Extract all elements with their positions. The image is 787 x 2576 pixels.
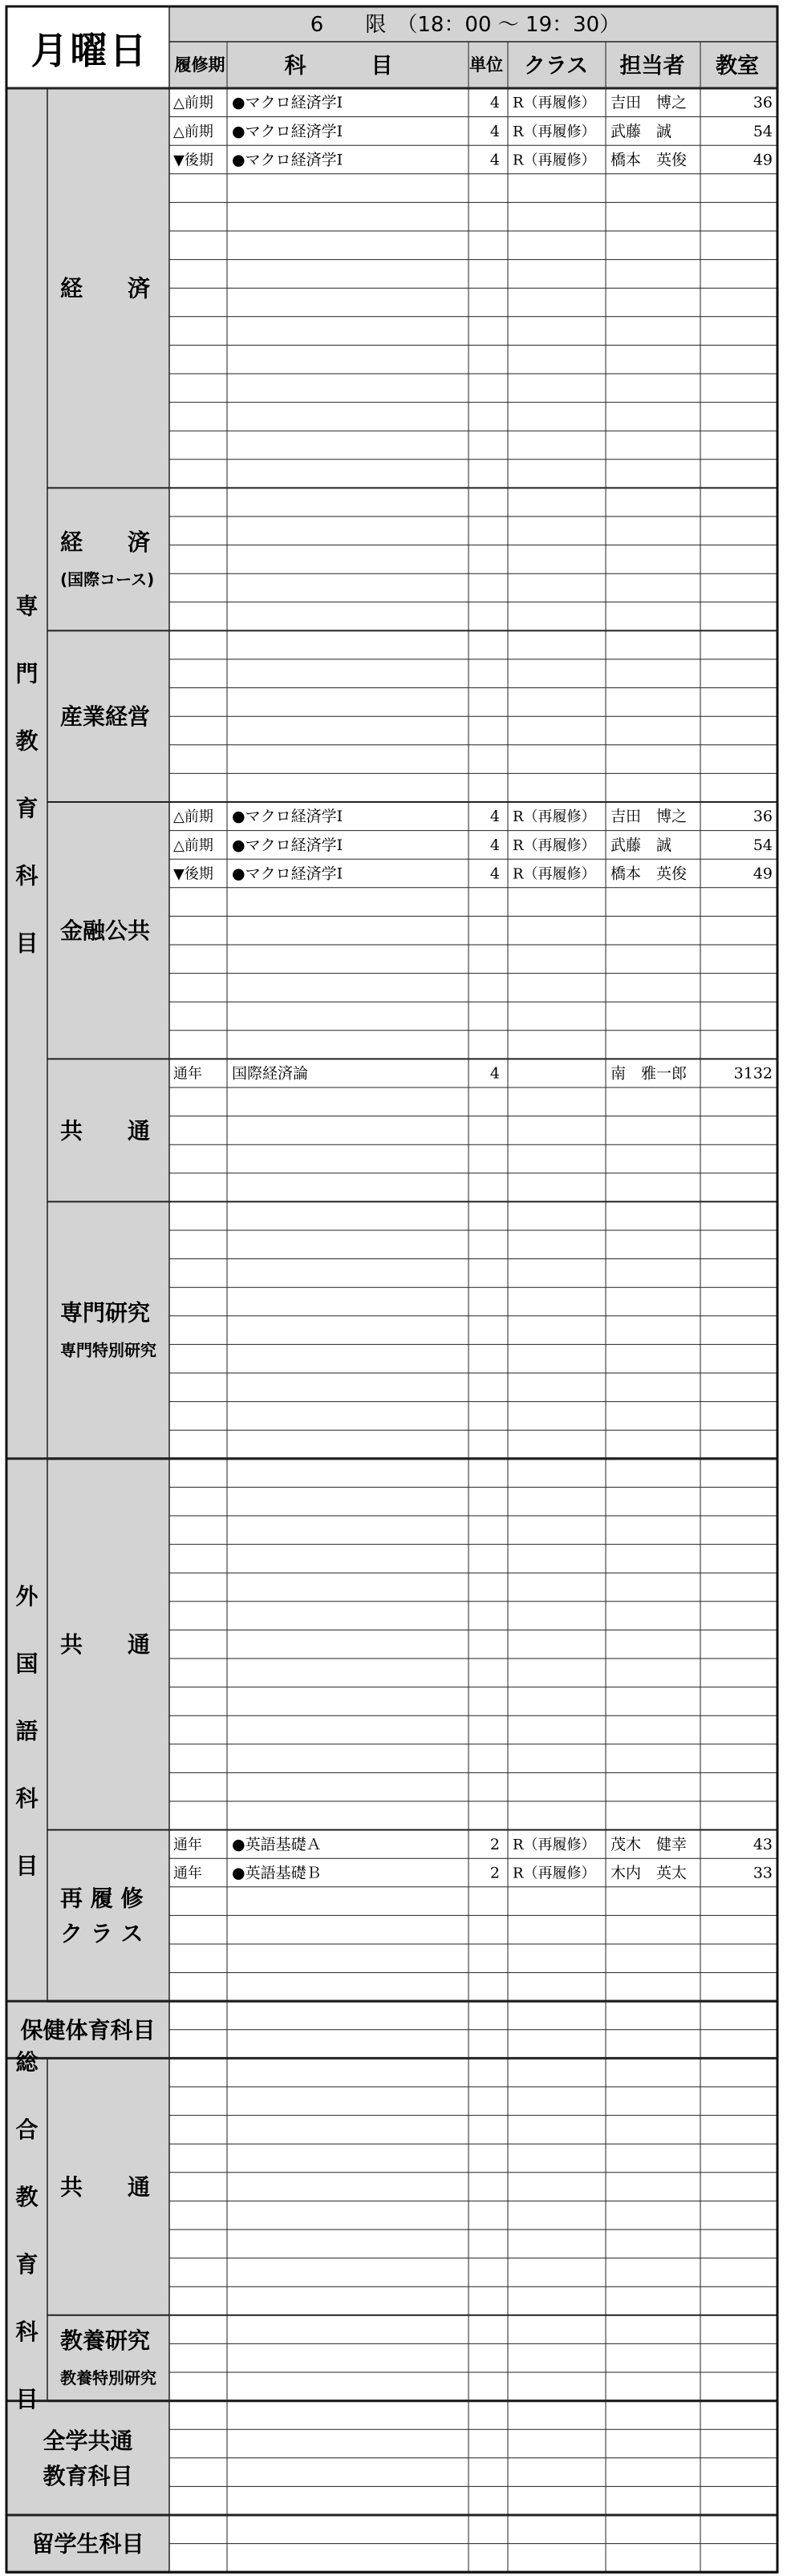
entry-subject: ●マクロ経済学Ⅰ <box>232 836 343 854</box>
category-label-char: 科 <box>15 2319 39 2345</box>
entry-subject: ●英語基礎Ａ <box>232 1835 322 1853</box>
entry-subject: ●英語基礎Ｂ <box>232 1864 322 1882</box>
subcategory-label: (国際コース) <box>60 569 155 589</box>
entry-term: ▼後期 <box>173 865 213 883</box>
category-label: 留学生科目 <box>31 2530 144 2558</box>
subcategory-label: 再 履 修 <box>60 1885 144 1912</box>
entry-credits: 4 <box>489 151 500 169</box>
entry-room: 43 <box>753 1835 773 1853</box>
category-label-char: 外 <box>15 1583 39 1610</box>
col-header-class: クラス <box>523 54 589 79</box>
category-label-char: 国 <box>15 1651 39 1677</box>
category-label: 保健体育科目 <box>20 2016 156 2043</box>
entry-room: 3132 <box>733 1064 773 1083</box>
col-header-room: 教室 <box>716 54 759 79</box>
entry-class: R（再履修） <box>513 865 596 883</box>
entry-teacher: 橋本 英俊 <box>611 865 688 883</box>
entry-subject: ●マクロ経済学Ⅰ <box>232 151 343 169</box>
entry-room: 54 <box>753 836 773 854</box>
category-label-char: 育 <box>15 2251 39 2278</box>
subcategory-cell <box>47 488 169 630</box>
entry-term: 通年 <box>173 1836 202 1853</box>
category-label-char: 科 <box>15 862 39 889</box>
entry-credits: 4 <box>489 836 500 854</box>
col-header-term: 履修期 <box>174 55 225 75</box>
subcategory-label: ク ラ ス <box>60 1920 144 1947</box>
entry-class: R（再履修） <box>513 152 596 169</box>
col-header-subject: 科 目 <box>284 54 393 79</box>
entry-teacher: 橋本 英俊 <box>611 151 688 169</box>
entry-teacher: 武藤 誠 <box>611 836 672 854</box>
subcategory-label: 経 済 <box>60 529 151 556</box>
category-label-char: 目 <box>15 930 39 957</box>
category-label-char: 目 <box>15 1853 39 1879</box>
entry-term: △前期 <box>173 95 213 112</box>
category-label-char: 門 <box>15 660 39 687</box>
entry-teacher: 木内 英太 <box>611 1864 688 1882</box>
entry-term: △前期 <box>173 836 213 854</box>
entry-credits: 4 <box>489 122 500 140</box>
entry-term: ▼後期 <box>173 152 213 169</box>
entry-class: R（再履修） <box>513 808 596 826</box>
category-label-char: 合 <box>15 2116 39 2143</box>
entry-class: R（再履修） <box>513 123 596 140</box>
entry-teacher: 吉田 博之 <box>611 808 688 826</box>
subcategory-label: 教養研究 <box>60 2327 151 2355</box>
entry-room: 33 <box>753 1864 773 1882</box>
entry-class: R（再履修） <box>513 1836 596 1853</box>
category-label-char: 教 <box>15 727 39 755</box>
subcategory-cell <box>47 1201 169 1458</box>
entry-credits: 2 <box>489 1835 500 1853</box>
subcategory-label: 専門研究 <box>60 1299 151 1326</box>
col-header-teacher: 担当者 <box>619 54 685 79</box>
entry-credits: 4 <box>489 865 500 883</box>
col-header-credits: 単位 <box>469 55 503 75</box>
subcategory-label: 共 通 <box>60 1631 151 1659</box>
entry-room: 36 <box>753 808 773 826</box>
entry-class: R（再履修） <box>513 836 596 854</box>
entry-room: 36 <box>753 94 773 112</box>
entry-room: 49 <box>753 151 773 169</box>
entry-term: 通年 <box>173 1865 202 1882</box>
category-label: 全学共通 <box>43 2427 133 2454</box>
entry-teacher: 吉田 博之 <box>611 94 688 112</box>
subcategory-label: 金融公共 <box>60 917 151 945</box>
day-title: 月曜日 <box>30 29 149 72</box>
category-label-char: 専 <box>15 593 39 620</box>
entry-room: 49 <box>753 865 773 883</box>
subcategory-label: 専門特別研究 <box>60 1340 156 1360</box>
subcategory-cell <box>47 1830 169 2002</box>
category-label-char: 育 <box>15 795 39 822</box>
entry-subject: ●マクロ経済学Ⅰ <box>232 122 343 140</box>
category-label-char: 語 <box>15 1718 39 1744</box>
entry-term: 通年 <box>173 1065 202 1083</box>
entry-subject: ●マクロ経済学Ⅰ <box>232 94 343 112</box>
entry-teacher: 茂木 健幸 <box>611 1835 688 1853</box>
category-label: 教育科目 <box>43 2462 133 2489</box>
entry-subject: ●マクロ経済学Ⅰ <box>232 808 343 826</box>
entry-class: R（再履修） <box>513 1865 596 1882</box>
subcategory-label: 産業経営 <box>60 703 151 731</box>
entry-term: △前期 <box>173 123 213 140</box>
entry-credits: 2 <box>489 1864 500 1882</box>
category-label-char: 総 <box>15 2049 39 2076</box>
period-info: 6 限 （18：00 ～ 19：30） <box>310 13 621 37</box>
subcategory-label: 教養特別研究 <box>60 2368 156 2388</box>
category-label-char: 目 <box>15 2386 39 2412</box>
category-cell <box>6 2058 47 2400</box>
category-label-char: 科 <box>15 1785 39 1812</box>
category-cell <box>6 2401 169 2515</box>
entry-teacher: 武藤 誠 <box>611 122 672 140</box>
subcategory-label: 共 通 <box>60 1117 151 1144</box>
category-cell <box>6 88 47 1459</box>
entry-credits: 4 <box>489 808 500 826</box>
entry-credits: 4 <box>489 1064 500 1083</box>
entry-subject: 国際経済論 <box>232 1064 309 1083</box>
entry-room: 54 <box>753 122 773 140</box>
entry-credits: 4 <box>489 94 500 112</box>
entry-teacher: 南 雅一郎 <box>611 1064 688 1083</box>
entry-subject: ●マクロ経済学Ⅰ <box>232 865 343 883</box>
entry-term: △前期 <box>173 808 213 826</box>
subcategory-label: 共 通 <box>60 2173 151 2201</box>
category-label-char: 教 <box>15 2184 39 2210</box>
entry-class: R（再履修） <box>513 95 596 112</box>
subcategory-label: 経 済 <box>60 275 151 302</box>
